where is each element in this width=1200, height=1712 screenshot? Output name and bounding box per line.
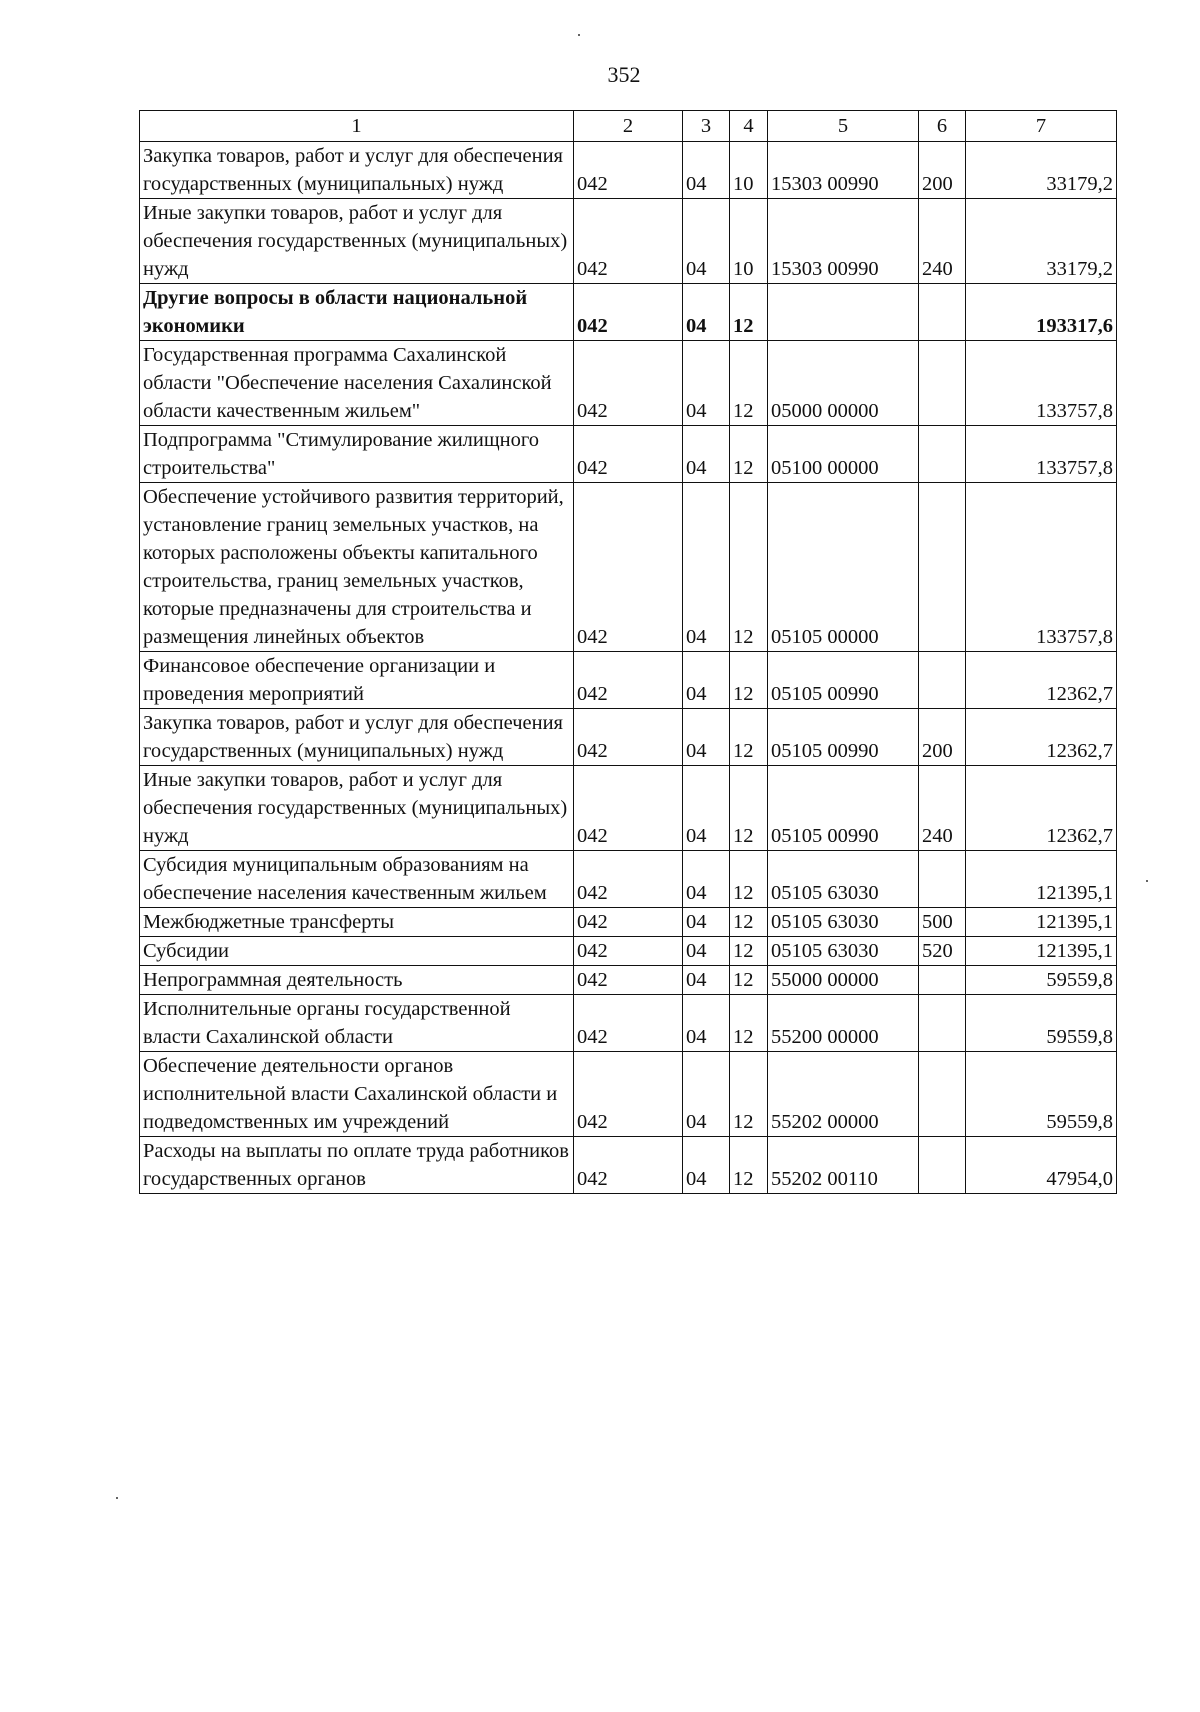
table-row (140, 709, 1117, 766)
target-article-cell: 05105 00990 (768, 652, 919, 709)
target-article-cell: 15303 00990 (768, 199, 919, 284)
amount-cell: 59559,8 (966, 1052, 1117, 1137)
budget-table (139, 110, 1117, 1194)
target-article-cell: 55202 00000 (768, 1052, 919, 1137)
expense-type-cell (919, 483, 966, 652)
amount-cell: 133757,8 (966, 483, 1117, 652)
target-article-cell: 05105 63030 (768, 851, 919, 908)
amount-cell: 121395,1 (966, 908, 1117, 937)
table-row (140, 142, 1117, 199)
amount-cell: 47954,0 (966, 1137, 1117, 1194)
subsection-cell: 10 (730, 142, 768, 199)
expense-type-cell: 200 (919, 142, 966, 199)
item-name-cell: Субсидия муниципальным образованиям на обеспечение населения качественным жильем (140, 851, 574, 908)
amount-cell: 121395,1 (966, 851, 1117, 908)
expense-type-cell (919, 652, 966, 709)
section-cell: 04 (683, 284, 730, 341)
expense-type-cell: 520 (919, 937, 966, 966)
code-cell: 042 (574, 851, 683, 908)
target-article-cell (768, 284, 919, 341)
section-cell: 04 (683, 483, 730, 652)
expense-type-cell (919, 284, 966, 341)
target-article-cell: 15303 00990 (768, 142, 919, 199)
header-col-2: 2 (574, 111, 683, 142)
item-name-cell: Государственная программа Сахалинской области "Обеспечение населения Сахалинской области качественным жильем" (140, 341, 574, 426)
amount-cell: 59559,8 (966, 966, 1117, 995)
target-article-cell: 05105 00990 (768, 766, 919, 851)
item-name-cell: Закупка товаров, работ и услуг для обеспечения государственных (муниципальных) нужд (140, 709, 574, 766)
subsection-cell: 12 (730, 341, 768, 426)
section-cell: 04 (683, 341, 730, 426)
item-name-cell: Иные закупки товаров, работ и услуг для обеспечения государственных (муниципальных) нужд (140, 766, 574, 851)
section-cell: 04 (683, 851, 730, 908)
code-cell: 042 (574, 199, 683, 284)
table-body (140, 142, 1117, 1194)
table-row (140, 652, 1117, 709)
scan-speck (1146, 880, 1148, 882)
code-cell: 042 (574, 1137, 683, 1194)
code-cell: 042 (574, 937, 683, 966)
item-name-cell: Межбюджетные трансферты (140, 908, 574, 937)
header-col-5: 5 (768, 111, 919, 142)
table-row (140, 1052, 1117, 1137)
table-header-row (140, 111, 1117, 142)
page-number: 352 (607, 62, 641, 87)
subsection-cell: 10 (730, 199, 768, 284)
section-cell: 04 (683, 995, 730, 1052)
amount-cell: 12362,7 (966, 709, 1117, 766)
section-cell: 04 (683, 426, 730, 483)
section-cell: 04 (683, 766, 730, 851)
expense-type-cell: 200 (919, 709, 966, 766)
section-cell: 04 (683, 199, 730, 284)
section-cell: 04 (683, 966, 730, 995)
subsection-cell: 12 (730, 937, 768, 966)
amount-cell: 33179,2 (966, 142, 1117, 199)
table-row (140, 483, 1117, 652)
subsection-cell: 12 (730, 709, 768, 766)
amount-cell: 12362,7 (966, 766, 1117, 851)
table-row (140, 937, 1117, 966)
item-name-cell: Иные закупки товаров, работ и услуг для обеспечения государственных (муниципальных) нужд (140, 199, 574, 284)
target-article-cell: 05105 63030 (768, 937, 919, 966)
item-name-cell: Другие вопросы в области национальной экономики (140, 284, 574, 341)
subsection-cell: 12 (730, 483, 768, 652)
target-article-cell: 05100 00000 (768, 426, 919, 483)
expense-type-cell (919, 966, 966, 995)
table-row (140, 199, 1117, 284)
subsection-cell: 12 (730, 908, 768, 937)
code-cell: 042 (574, 908, 683, 937)
amount-cell: 59559,8 (966, 995, 1117, 1052)
subsection-cell: 12 (730, 995, 768, 1052)
expense-type-cell (919, 1137, 966, 1194)
expense-type-cell (919, 851, 966, 908)
code-cell: 042 (574, 966, 683, 995)
expense-type-cell (919, 341, 966, 426)
code-cell: 042 (574, 1052, 683, 1137)
scan-speck (578, 34, 580, 36)
header-col-3: 3 (683, 111, 730, 142)
subsection-cell: 12 (730, 1137, 768, 1194)
subsection-cell: 12 (730, 426, 768, 483)
expense-type-cell (919, 1052, 966, 1137)
item-name-cell: Субсидии (140, 937, 574, 966)
table-row (140, 966, 1117, 995)
item-name-cell: Закупка товаров, работ и услуг для обеспечения государственных (муниципальных) нужд (140, 142, 574, 199)
code-cell: 042 (574, 766, 683, 851)
code-cell: 042 (574, 995, 683, 1052)
header-col-4: 4 (730, 111, 768, 142)
table-row (140, 908, 1117, 937)
subsection-cell: 12 (730, 1052, 768, 1137)
amount-cell: 193317,6 (966, 284, 1117, 341)
table-row (140, 426, 1117, 483)
section-cell: 04 (683, 908, 730, 937)
table-row (140, 766, 1117, 851)
amount-cell: 33179,2 (966, 199, 1117, 284)
section-cell: 04 (683, 709, 730, 766)
section-cell: 04 (683, 1137, 730, 1194)
target-article-cell: 05105 00990 (768, 709, 919, 766)
subsection-cell: 12 (730, 766, 768, 851)
item-name-cell: Исполнительные органы государственной власти Сахалинской области (140, 995, 574, 1052)
header-col-7: 7 (966, 111, 1117, 142)
subsection-cell: 12 (730, 966, 768, 995)
subsection-cell: 12 (730, 851, 768, 908)
expense-type-cell: 240 (919, 199, 966, 284)
item-name-cell: Расходы на выплаты по оплате труда работников государственных органов (140, 1137, 574, 1194)
expense-type-cell: 500 (919, 908, 966, 937)
code-cell: 042 (574, 142, 683, 199)
target-article-cell: 55000 00000 (768, 966, 919, 995)
subsection-cell: 12 (730, 652, 768, 709)
target-article-cell: 55202 00110 (768, 1137, 919, 1194)
item-name-cell: Финансовое обеспечение организации и проведения мероприятий (140, 652, 574, 709)
amount-cell: 133757,8 (966, 341, 1117, 426)
target-article-cell: 05105 63030 (768, 908, 919, 937)
target-article-cell: 55200 00000 (768, 995, 919, 1052)
expense-type-cell (919, 995, 966, 1052)
table-row (140, 995, 1117, 1052)
code-cell: 042 (574, 652, 683, 709)
table-row (140, 341, 1117, 426)
item-name-cell: Непрограммная деятельность (140, 966, 574, 995)
item-name-cell: Подпрограмма "Стимулирование жилищного строительства" (140, 426, 574, 483)
item-name-cell: Обеспечение деятельности органов исполнительной власти Сахалинской области и подведомственных им учреждений (140, 1052, 574, 1137)
expense-type-cell (919, 426, 966, 483)
code-cell: 042 (574, 483, 683, 652)
scan-speck (116, 1497, 118, 1499)
target-article-cell: 05000 00000 (768, 341, 919, 426)
table-row (140, 284, 1117, 341)
table-row (140, 1137, 1117, 1194)
section-cell: 04 (683, 652, 730, 709)
amount-cell: 12362,7 (966, 652, 1117, 709)
amount-cell: 133757,8 (966, 426, 1117, 483)
section-cell: 04 (683, 937, 730, 966)
item-name-cell: Обеспечение устойчивого развития территорий, установление границ земельных участков, на которых расположены объекты капитального строительства, границ земельных участков, которые предназначены для строительства и размещения линейных объектов (140, 483, 574, 652)
section-cell: 04 (683, 1052, 730, 1137)
section-cell: 04 (683, 142, 730, 199)
expense-type-cell: 240 (919, 766, 966, 851)
target-article-cell: 05105 00000 (768, 483, 919, 652)
code-cell: 042 (574, 709, 683, 766)
code-cell: 042 (574, 284, 683, 341)
header-col-1: 1 (140, 111, 574, 142)
code-cell: 042 (574, 341, 683, 426)
table-row (140, 851, 1117, 908)
subsection-cell: 12 (730, 284, 768, 341)
code-cell: 042 (574, 426, 683, 483)
amount-cell: 121395,1 (966, 937, 1117, 966)
header-col-6: 6 (919, 111, 966, 142)
